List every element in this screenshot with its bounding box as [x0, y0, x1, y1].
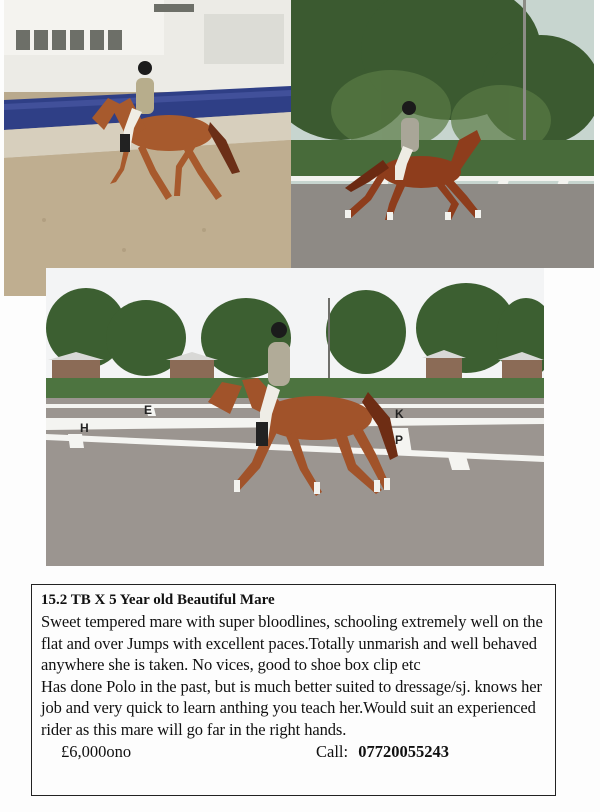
phone-number: 07720055243: [358, 742, 449, 761]
advert-box: [31, 584, 556, 796]
arena-marker-k: K: [395, 407, 404, 421]
price: £6,000ono: [61, 742, 132, 761]
advert-description: [41, 611, 547, 740]
photo-indoor-arena: [4, 0, 291, 296]
photo-dressage-arena: [46, 268, 544, 566]
call-label: Call:: [316, 742, 349, 761]
advert-paragraph: Sweet tempered mare with super bloodlines, schooling extremely well on the flat and over Jumps with excellent paces.Totally unmarish and well behaved anywhere she is taken. No vices, good to shoe box clip etc: [41, 612, 543, 674]
arena-marker-p: P: [395, 433, 404, 447]
arena-marker-e: E: [144, 403, 153, 417]
advert-footer: [41, 742, 547, 766]
advert-paragraph: Has done Polo in the past, but is much better suited to dressage/sj. knows her job and very quick to learn anthing you teach her.Would suit an experienced rider as this mare will go far in the right hands.: [41, 676, 542, 739]
contact: [316, 742, 449, 762]
photo-outdoor-arena-canter: [291, 0, 594, 268]
advert-title: 15.2 TB X 5 Year old Beautiful Mare: [41, 592, 275, 608]
arena-marker-h: H: [80, 421, 89, 435]
